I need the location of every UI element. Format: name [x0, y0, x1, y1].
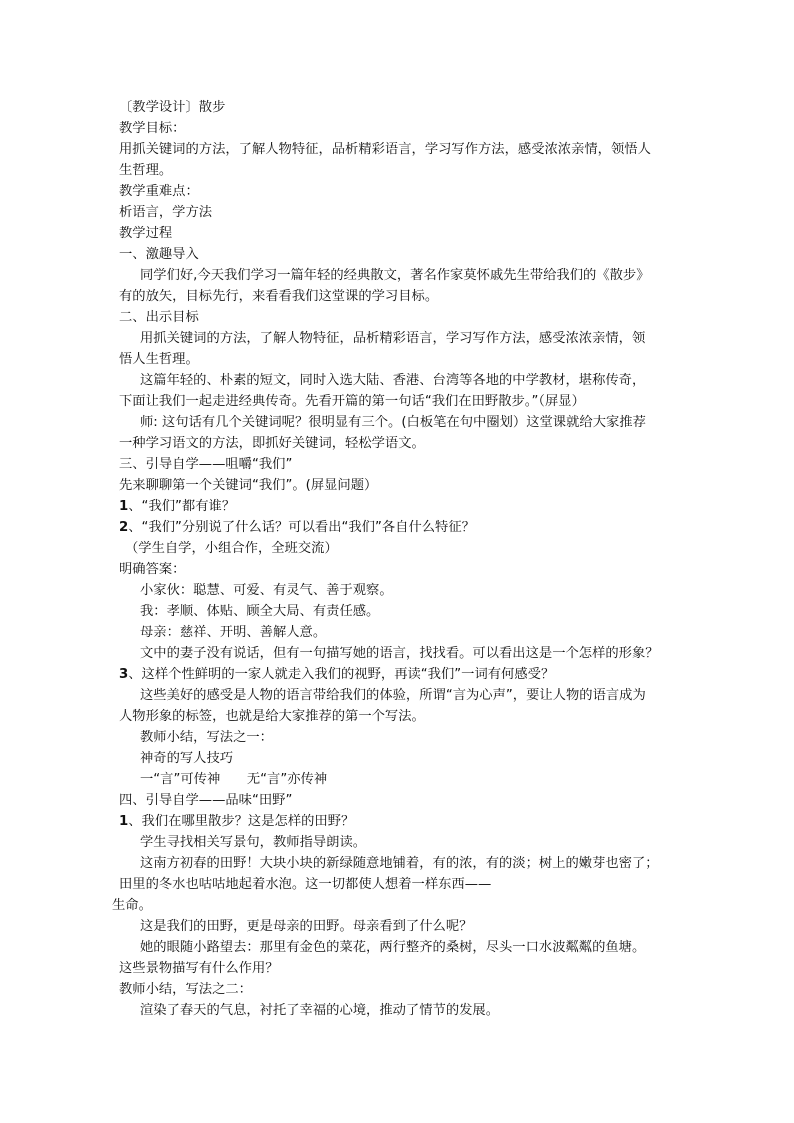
question-number: 2 [119, 520, 129, 535]
section-3-skill: 神奇的写人技巧 [140, 751, 234, 766]
section-1-paragraph-line-1: 同学们好,今天我们学习一篇年轻的经典散文，著名作家莫怀戚先生带给我们的《散步》 [140, 268, 650, 283]
answer-mother: 母亲：慈祥、开明、善解人意。 [140, 625, 327, 640]
answer-me: 我：孝顺、体贴、顾全大局、有责任感。 [140, 604, 380, 619]
section-4-quote-line-3: 生命。 [112, 898, 152, 913]
keypoints-text: 析语言，学方法 [119, 205, 213, 220]
section-2-paragraph-3-line-1: 师: 这句话有几个关键词呢？很明显有三个。(白板笔在句中圈划）这堂课就给大家推荐 [140, 415, 646, 430]
section-2-goal-line-1: 用抓关键词的方法，了解人物特征，品析精彩语言，学习写作方法，感受浓浓亲情，领 [140, 331, 646, 346]
question-text: 、“我们”分别说了什么话？可以看出“我们”各自什么特征？ [128, 520, 475, 535]
question-number: 1 [119, 499, 129, 514]
section-4-paragraph-3: 这是我们的田野，更是母亲的田野。母亲看到了什么呢？ [140, 919, 473, 934]
section-3-answer-heading: 明确答案： [119, 562, 186, 577]
answer-wife: 文中的妻子没有说话，但有一句描写她的语言，找找看。可以看出这是一个怎样的形象？ [140, 646, 659, 661]
question-number: 3 [119, 667, 129, 682]
section-1-heading: 一、激趣导入 [119, 247, 199, 262]
question-text: 、我们在哪里散步？这是怎样的田野？ [128, 814, 355, 829]
section-3-note: （学生自学，小组合作，全班交流） [125, 541, 338, 556]
section-3-question-1 [119, 496, 689, 517]
section-4-paragraph-4-line-2: 这些景物描写有什么作用？ [119, 961, 279, 976]
section-3-question-3 [119, 664, 689, 685]
section-2-goal-line-2: 悟人生哲理。 [119, 352, 199, 367]
keypoints-heading: 教学重难点： [119, 184, 199, 199]
section-3-question-2 [119, 517, 689, 538]
section-4-question-1 [119, 811, 689, 832]
section-4-quote-line-2: 田里的冬水也咕咕地起着水泡。这一切都使人想着一样东西—— [119, 877, 492, 892]
question-text: 、这样个性鲜明的一家人就走入我们的视野，再读“我们”一词有何感受？ [128, 667, 555, 682]
objective-line-2: 生哲理。 [119, 163, 173, 178]
section-2-paragraph-2-line-1: 这篇年轻的、朴素的短文，同时入选大陆、香港、台湾等各地的中学教材，堪称传奇， [140, 373, 646, 388]
section-4-quote-line-1: 这南方初春的田野！大块小块的新绿随意地铺着，有的浓，有的淡；树上的嫩芽也密了； [140, 856, 659, 871]
section-2-heading: 二、出示目标 [119, 310, 199, 325]
section-3-paragraph-line-2: 人物形象的标签，也就是给大家推荐的第一个写法。 [119, 709, 425, 724]
section-4-paragraph-1: 学生寻找相关写景句，教师指导朗读。 [140, 835, 367, 850]
document-title: 〔教学设计〕散步 [119, 100, 226, 115]
section-1-paragraph-line-2: 有的放矢，目标先行，来看看我们这堂课的学习目标。 [119, 289, 439, 304]
section-4-summary: 教师小结，写法之二： [119, 982, 252, 997]
section-4-effect: 渲染了春天的气息，衬托了幸福的心境，推动了情节的发展。 [140, 1003, 500, 1018]
answer-kid: 小家伙：聪慧、可爱、有灵气、善于观察。 [140, 583, 393, 598]
section-3-summary: 教师小结，写法之一： [140, 730, 273, 745]
objective-heading: 教学目标： [119, 121, 186, 136]
question-text: 、“我们”都有谁？ [128, 499, 236, 514]
section-4-paragraph-4-line-1: 她的眼随小路望去：那里有金色的菜花，两行整齐的桑树，尽头一口水波粼粼的鱼塘。 [140, 940, 646, 955]
process-heading: 教学过程 [119, 226, 173, 241]
document-body [112, 97, 689, 1021]
section-3-paragraph-line-1: 这些美好的感受是人物的语言带给我们的体验，所谓“言为心声”，要让人物的语言成为 [140, 688, 646, 703]
section-3-heading: 三、引导自学——咀嚼“我们” [119, 457, 293, 472]
section-4-heading: 四、引导自学——品味“田野” [119, 793, 293, 808]
section-3-intro: 先来聊聊第一个关键词“我们”。(屏显问题） [119, 478, 378, 493]
section-3-skill-detail: 一“言”可传神 无“言”亦传神 [140, 772, 328, 787]
section-2-paragraph-2-line-2: 下面让我们一起走进经典传奇。先看开篇的第一句话“我们在田野散步。”（屏显） [119, 394, 585, 409]
question-number: 1 [119, 814, 129, 829]
section-2-paragraph-3-line-2: 一种学习语文的方法，即抓好关键词，轻松学语文。 [119, 436, 425, 451]
objective-line-1: 用抓关键词的方法，了解人物特征，品析精彩语言，学习写作方法，感受浓浓亲情，领悟人 [119, 142, 651, 157]
